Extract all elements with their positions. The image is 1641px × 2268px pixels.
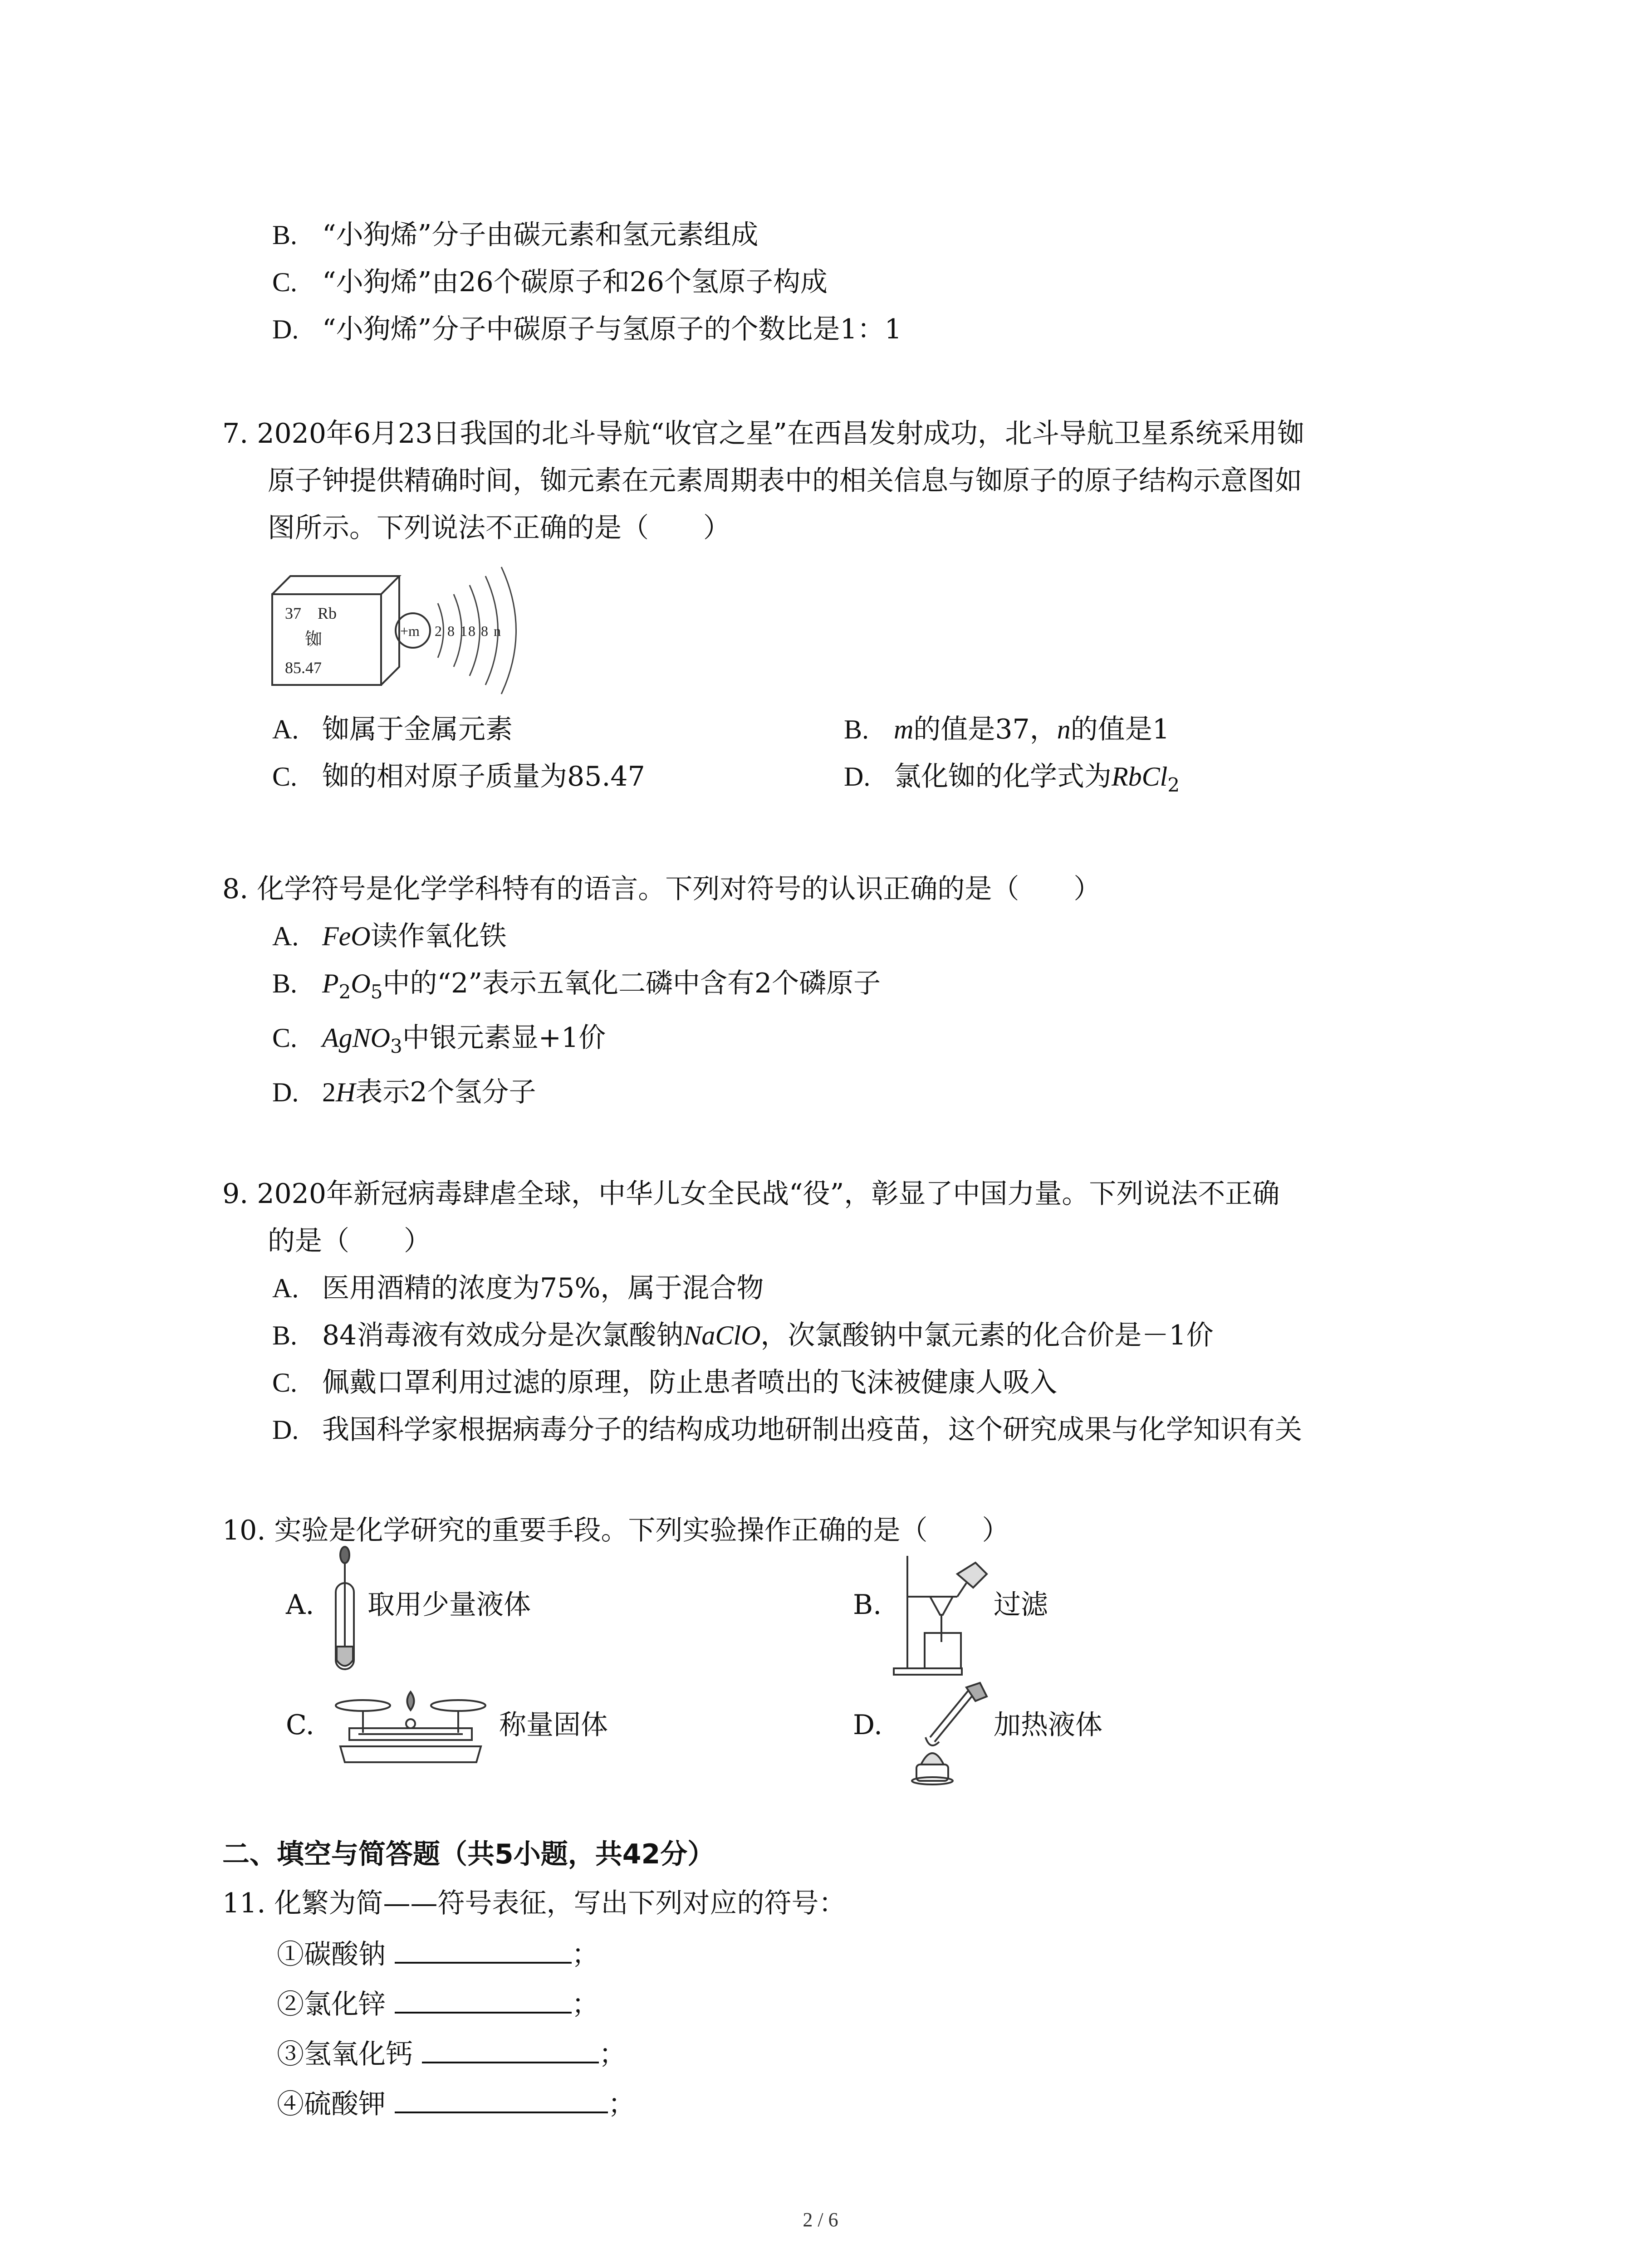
q9-option-b: B. 84消毒液有效成分是次氯酸钠NaClO，次氯酸钠中氯元素的化合价是－1价	[272, 1320, 1214, 1351]
rubidium-figure	[263, 544, 544, 699]
q6-option-b: B. “小狗烯”分子由碳元素和氢元素组成	[272, 219, 759, 251]
heating-liquid-icon	[889, 1674, 998, 1787]
q7-option-b: B. m的值是37，n的值是1	[844, 714, 1170, 745]
q9-option-a: A. 医用酒精的浓度为75%，属于混合物	[272, 1272, 764, 1304]
section-2-title: 二、填空与简答题（共5小题，共42分）	[222, 1838, 715, 1870]
nucleus-charge: +m	[400, 623, 420, 639]
q6-option-c: C. “小狗烯”由26个碳原子和26个氢原子构成	[272, 266, 828, 298]
q10-option-d-text: 加热液体	[994, 1709, 1102, 1741]
page-number: 2 / 6	[803, 2209, 838, 2231]
q9-option-d: D. 我国科学家根据病毒分子的结构成功地研制出疫苗，这个研究成果与化学知识有关	[272, 1414, 1302, 1446]
q7-stem-line2: 原子钟提供精确时间，铷元素在元素周期表中的相关信息与铷原子的原子结构示意图如	[268, 465, 1302, 497]
q9-stem-line2: 的是（ ）	[268, 1225, 431, 1257]
q8-stem: 8. 化学符号是化学学科特有的语言。下列对符号的认识正确的是（ ）	[222, 873, 1101, 905]
q11-item-1: ①碳酸钠 ；	[277, 1935, 599, 1972]
answer-blank-3[interactable]	[422, 2034, 599, 2063]
q8-option-c: C. AgNO$_3$中银元素显+1价	[272, 1022, 606, 1057]
q7-stem-line3: 图所示。下列说法不正确的是（ ）	[268, 512, 730, 544]
q9-option-c: C. 佩戴口罩利用过滤的原理，防止患者喷出的飞沫被健康人吸入	[272, 1367, 1057, 1398]
q11-stem: 11. 化繁为简——符号表征，写出下列对应的符号：	[222, 1887, 846, 1919]
q9-stem-line1: 9. 2020年新冠病毒肆虐全球，中华儿女全民战“役”，彰显了中国力量。下列说法不正确	[222, 1178, 1280, 1210]
q10-option-a-text: 取用少量液体	[367, 1589, 531, 1621]
q10-option-b-text: 过滤	[994, 1589, 1048, 1621]
q11-item-4: ④硫酸钾 ；	[277, 2084, 635, 2121]
q7-stem-line1: 7. 2020年6月23日我国的北斗导航“收官之星”在西昌发射成功，北斗导航卫星系统采用铷	[222, 418, 1304, 450]
element-name: 铷	[305, 629, 323, 649]
q10-option-a-letter: A.	[286, 1589, 314, 1621]
element-number: 37	[285, 604, 301, 622]
answer-blank-1[interactable]	[395, 1935, 572, 1964]
element-mass: 85.47	[285, 659, 322, 677]
q7-option-a: A. 铷属于金属元素	[272, 714, 513, 745]
q10-option-c-text: 称量固体	[499, 1709, 608, 1741]
q8-option-a: A. FeO读作氧化铁	[272, 920, 507, 952]
q11-item-2: ②氯化锌 ；	[277, 1984, 599, 2022]
filtration-setup-icon	[889, 1547, 998, 1678]
answer-blank-4[interactable]	[395, 2084, 608, 2113]
electron-distribution: 2 8 18 8 n	[435, 623, 502, 639]
q7-option-d: D. 氯化铷的化学式为RbCl$_2$	[844, 761, 1180, 796]
q8-option-b: B. $P_2O_5$中的“2”表示五氧化二磷中含有2个磷原子	[272, 968, 881, 1003]
q10-option-c-letter: C.	[286, 1709, 314, 1741]
element-symbol: Rb	[318, 604, 337, 622]
q8-option-d: D. 2H表示2个氢分子	[272, 1076, 536, 1108]
q10-stem: 10. 实验是化学研究的重要手段。下列实验操作正确的是（ ）	[222, 1515, 1009, 1546]
q10-option-d-letter: D.	[853, 1709, 883, 1741]
balance-scale-icon	[331, 1678, 490, 1769]
q11-item-3: ③氢氧化钙 ；	[277, 2034, 626, 2072]
q10-option-b-letter: B.	[853, 1589, 882, 1621]
q6-option-d: D. “小狗烯”分子中碳原子与氢原子的个数比是1：1	[272, 313, 902, 345]
answer-blank-2[interactable]	[395, 1984, 572, 2014]
q7-option-c: C. 铷的相对原子质量为85.47	[272, 761, 645, 792]
dropper-icon	[327, 1542, 363, 1678]
